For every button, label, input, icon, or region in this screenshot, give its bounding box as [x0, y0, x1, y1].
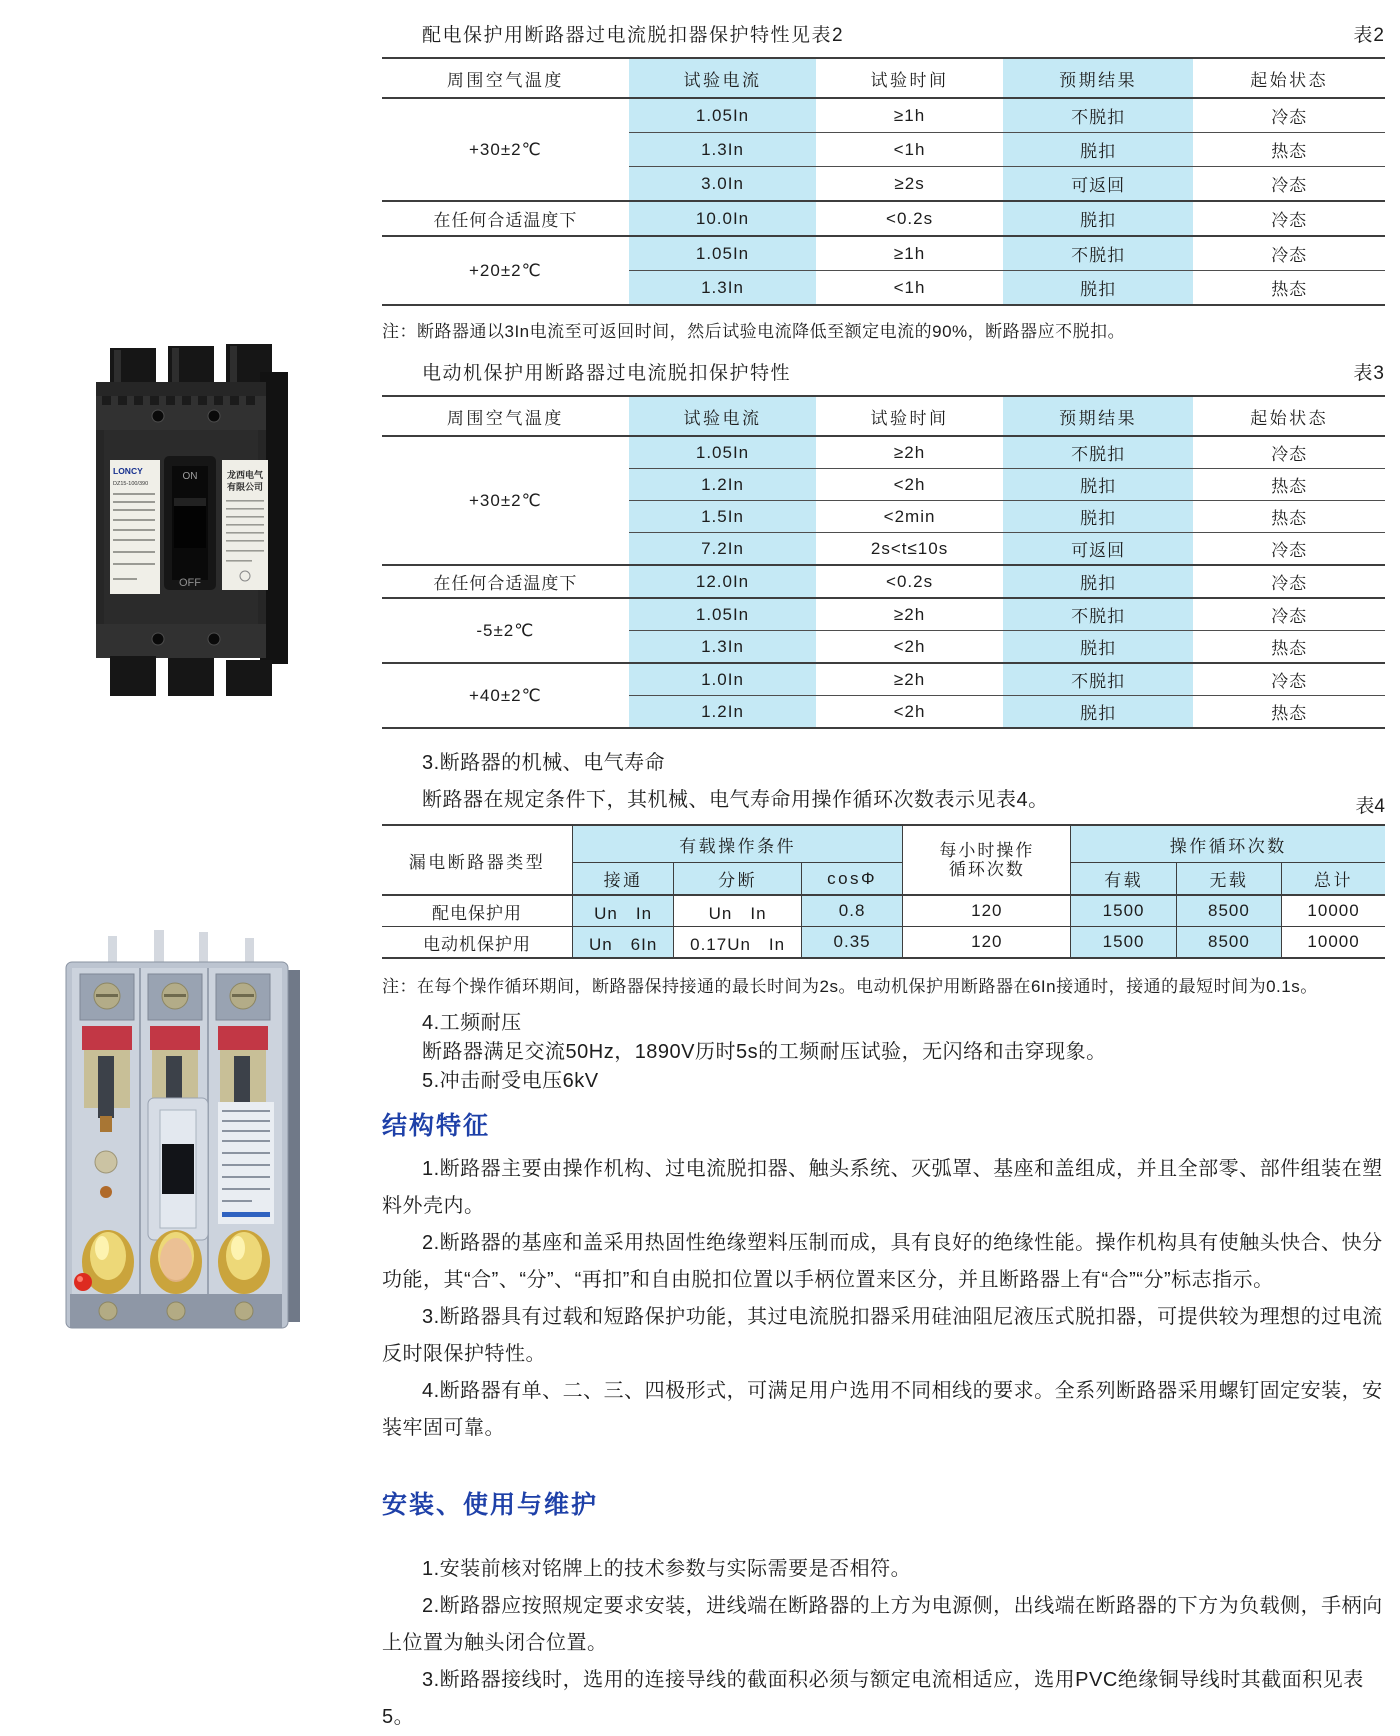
col-header: 有载 — [1071, 863, 1176, 896]
col-header: 试验电流 — [629, 58, 817, 98]
cell: 热态 — [1193, 271, 1385, 306]
cell: ≥2h — [816, 598, 1003, 631]
cell: 1500 — [1071, 927, 1176, 959]
screw-icon — [99, 1302, 117, 1320]
cell: ≥2s — [816, 167, 1003, 202]
temp-cell: -5±2℃ — [382, 598, 629, 663]
cell: 热态 — [1193, 631, 1385, 664]
cell: 冷态 — [1193, 201, 1385, 236]
install-heading: 安装、使用与维护 — [382, 1491, 599, 1519]
cell: <2h — [816, 696, 1003, 729]
col-header: 预期结果 — [1003, 58, 1194, 98]
col-header-line: 循环次数 — [948, 860, 1025, 879]
temp-cell: +20±2℃ — [382, 236, 629, 305]
table3 — [382, 395, 1385, 729]
temp-cell: +30±2℃ — [382, 436, 629, 565]
col-header: 漏电断路器类型 — [382, 825, 572, 895]
cell: <2min — [816, 501, 1003, 533]
structure-paragraphs — [382, 1151, 1385, 1447]
structure-paragraph: 2.断路器的基座和盖采用热固性绝缘塑料压制而成，具有良好的绝缘性能。操作机构具有使触头快合、快分功能，其“合”、“分”、“再扣”和自由脱扣位置以手柄位置来区分，并且断路器上有“合”“分”标志指示。 — [382, 1232, 1383, 1291]
cell: 不脱扣 — [1003, 98, 1194, 133]
maker-text-1: 龙西电气 — [226, 470, 264, 480]
table4-tag: 表4 — [1355, 796, 1385, 817]
cell: ≥1h — [816, 98, 1003, 133]
cell: 10.0In — [629, 201, 817, 236]
cell: ≥2h — [816, 436, 1003, 469]
cell: 脱扣 — [1003, 133, 1194, 167]
cell: 脱扣 — [1003, 565, 1194, 598]
maker-label — [222, 460, 268, 590]
cell: 1.0In — [629, 663, 817, 696]
main-content — [382, 0, 1385, 1736]
brand-label — [110, 460, 160, 594]
cell: <1h — [816, 133, 1003, 167]
cell: 热态 — [1193, 696, 1385, 729]
life-section — [382, 745, 1385, 819]
cell: 8500 — [1176, 895, 1281, 927]
cell: 1.05In — [629, 236, 817, 271]
life-text: 断路器在规定条件下，其机械、电气寿命用操作循环次数表示见表4。 — [422, 789, 1049, 811]
cell: <0.2s — [816, 565, 1003, 598]
brand-text: LONCY — [113, 466, 143, 476]
maker-text-2: 有限公司 — [226, 482, 264, 492]
cell: 脱扣 — [1003, 631, 1194, 664]
cell: 不脱扣 — [1003, 236, 1194, 271]
cell: 120 — [903, 927, 1071, 959]
cell: Un In — [674, 895, 802, 927]
install-paragraph: 2.断路器应按照规定要求安装，进线端在断路器的上方为电源侧，出线端在断路器的下方为负载侧，手柄向上位置为触头闭合位置。 — [382, 1595, 1383, 1654]
top-pins — [108, 930, 254, 964]
structure-paragraph: 1.断路器主要由操作机构、过电流脱扣器、触头系统、灭弧罩、基座和盖组成，并且全部零、部件组装在塑料外壳内。 — [382, 1158, 1383, 1217]
col-header: 试验时间 — [816, 396, 1003, 436]
cell: 1.5In — [629, 501, 817, 533]
screw-icon — [208, 410, 220, 422]
table2 — [382, 57, 1385, 306]
cell: <0.2s — [816, 201, 1003, 236]
cell: 不脱扣 — [1003, 436, 1194, 469]
install-paragraph: 3.断路器接线时，选用的连接导线的截面积必须与额定电流相适应，选用PVC绝缘铜导线时其截面积见表5。 — [382, 1669, 1364, 1728]
table-header-row — [382, 825, 1385, 863]
col-header-line: 每小时操作 — [939, 841, 1035, 860]
cell: ≥2h — [816, 663, 1003, 696]
table3-title-row — [382, 362, 1385, 386]
transparent-breaker-illustration — [56, 930, 310, 1336]
structure-paragraph: 4.断路器有单、二、三、四极形式，可满足用户选用不同相线的要求。全系列断路器采用螺钉固定安装，安装牢固可靠。 — [382, 1380, 1383, 1439]
cell: 热态 — [1193, 501, 1385, 533]
coils — [82, 1230, 270, 1294]
cell: 1.3In — [629, 271, 817, 306]
table-header-row — [382, 396, 1385, 436]
cell: 12.0In — [629, 565, 817, 598]
spec-label — [218, 1102, 274, 1224]
table-header-row — [382, 58, 1385, 98]
cell: 3.0In — [629, 167, 817, 202]
cell: 冷态 — [1193, 533, 1385, 566]
table-row — [382, 927, 1385, 959]
red-indicator — [74, 1273, 92, 1291]
screw-icon — [152, 410, 164, 422]
pole-2 — [148, 974, 202, 1118]
black-breaker-illustration — [84, 338, 296, 698]
cell: 可返回 — [1003, 533, 1194, 566]
cell: 冷态 — [1193, 236, 1385, 271]
table-row — [382, 663, 1385, 696]
table-row — [382, 565, 1385, 598]
cell: 脱扣 — [1003, 271, 1194, 306]
cell: 脱扣 — [1003, 469, 1194, 501]
table-row — [382, 236, 1385, 271]
cell: 可返回 — [1003, 167, 1194, 202]
temp-cell: 在任何合适温度下 — [382, 201, 629, 236]
cell: 1.2In — [629, 696, 817, 729]
temp-cell: +40±2℃ — [382, 663, 629, 728]
cell: 1.2In — [629, 469, 817, 501]
cell: 1500 — [1071, 895, 1176, 927]
cell: 脱扣 — [1003, 696, 1194, 729]
bottom-strip — [96, 624, 266, 658]
col-header: 接通 — [572, 863, 673, 896]
cell: 0.17Un In — [674, 927, 802, 959]
table-row — [382, 598, 1385, 631]
withstand-text: 断路器满足交流50Hz，1890V历时5s的工频耐压试验，无闪络和击穿现象。 — [422, 1041, 1107, 1063]
structure-paragraph: 3.断路器具有过载和短路保护功能，其过电流脱扣器采用硅油阻尼液压式脱扣器，可提供较为理想的过电流反时限保护特性。 — [382, 1306, 1383, 1365]
on-label: ON — [182, 471, 198, 482]
table-row — [382, 98, 1385, 133]
table3-tag: 表3 — [1353, 363, 1385, 384]
cell: 电动机保护用 — [382, 927, 572, 959]
temp-cell: +30±2℃ — [382, 98, 629, 201]
cell: 1.05In — [629, 98, 817, 133]
impulse-text: 5.冲击耐受电压6kV — [422, 1070, 599, 1092]
temp-cell: 在任何合适温度下 — [382, 565, 629, 598]
screw-icon — [167, 1302, 185, 1320]
cell: 冷态 — [1193, 98, 1385, 133]
off-label: OFF — [179, 577, 201, 589]
group-header: 有载操作条件 — [572, 825, 902, 863]
cell: 冷态 — [1193, 663, 1385, 696]
cell: 脱扣 — [1003, 501, 1194, 533]
table2-note: 注：断路器通以3In电流至可返回时间，然后试验电流降低至额定电流的90%，断路器应不脱扣。 — [382, 322, 1126, 341]
bottom-terminals — [110, 656, 272, 696]
model-text: DZ15-100/390 — [113, 481, 149, 487]
screw-icon — [235, 1302, 253, 1320]
table3-title: 电动机保护用断路器过电流脱扣保护特性 — [422, 363, 792, 384]
transparent-breaker-photo — [56, 930, 310, 1336]
screw-icon — [152, 633, 164, 645]
install-paragraph: 1.安装前核对铭牌上的技术参数与实际需要是否相符。 — [422, 1558, 912, 1580]
col-header: 无载 — [1176, 863, 1281, 896]
life-heading: 3.断路器的机械、电气寿命 — [422, 752, 666, 774]
col-header: 预期结果 — [1003, 396, 1194, 436]
cell: 脱扣 — [1003, 201, 1194, 236]
cell: 7.2In — [629, 533, 817, 566]
table2-title: 配电保护用断路器过电流脱扣器保护特性见表2 — [422, 25, 845, 46]
col-header — [903, 825, 1071, 895]
table-row — [382, 201, 1385, 236]
col-header: 试验电流 — [629, 396, 817, 436]
group-header: 操作循环次数 — [1071, 825, 1385, 863]
col-header: 周围空气温度 — [382, 58, 629, 98]
cell: 冷态 — [1193, 565, 1385, 598]
toggle-switch — [164, 456, 216, 590]
cell: 不脱扣 — [1003, 598, 1194, 631]
cell: 冷态 — [1193, 598, 1385, 631]
install-paragraphs — [382, 1551, 1385, 1736]
col-header: cosΦ — [801, 863, 902, 896]
cell: ≥1h — [816, 236, 1003, 271]
col-header: 起始状态 — [1193, 58, 1385, 98]
withstand-heading: 4.工频耐压 — [422, 1012, 522, 1034]
screw-icon — [208, 633, 220, 645]
cell: 1.3In — [629, 133, 817, 167]
cell: 2s<t≤10s — [816, 533, 1003, 566]
cell: 1.05In — [629, 436, 817, 469]
cell: 1.3In — [629, 631, 817, 664]
col-header: 周围空气温度 — [382, 396, 629, 436]
cell: Un 6In — [572, 927, 673, 959]
withstand-section — [382, 1009, 1385, 1096]
cell: <1h — [816, 271, 1003, 306]
col-header: 起始状态 — [1193, 396, 1385, 436]
cell: 不脱扣 — [1003, 663, 1194, 696]
col-header: 分断 — [674, 863, 802, 896]
table-row — [382, 895, 1385, 927]
cell: 0.35 — [801, 927, 902, 959]
cell: 冷态 — [1193, 167, 1385, 202]
black-breaker-photo — [84, 338, 296, 698]
cell: 热态 — [1193, 133, 1385, 167]
cell: 1.05In — [629, 598, 817, 631]
cell: 配电保护用 — [382, 895, 572, 927]
cell: Un In — [572, 895, 673, 927]
life-line-row — [382, 782, 1385, 819]
cell: 8500 — [1176, 927, 1281, 959]
table2-title-row — [382, 24, 1385, 48]
col-header: 试验时间 — [816, 58, 1003, 98]
structure-heading: 结构特征 — [382, 1112, 491, 1140]
top-terminals — [110, 344, 272, 388]
toggle-switch — [148, 1098, 208, 1240]
cell: 120 — [903, 895, 1071, 927]
cell: <2h — [816, 631, 1003, 664]
table2-tag: 表2 — [1353, 25, 1385, 46]
col-header: 总计 — [1282, 863, 1385, 896]
cell: 10000 — [1282, 895, 1385, 927]
table-row — [382, 436, 1385, 469]
table4-note: 注：在每个操作循环期间，断路器保持接通的最长时间为2s。电动机保护用断路器在6In接通时，接通的最短时间为0.1s。 — [382, 977, 1318, 996]
cell: 冷态 — [1193, 436, 1385, 469]
cell: <2h — [816, 469, 1003, 501]
table4 — [382, 824, 1385, 959]
toggle-handle — [162, 1144, 194, 1194]
cell: 10000 — [1282, 927, 1385, 959]
cell: 0.8 — [801, 895, 902, 927]
cell: 热态 — [1193, 469, 1385, 501]
